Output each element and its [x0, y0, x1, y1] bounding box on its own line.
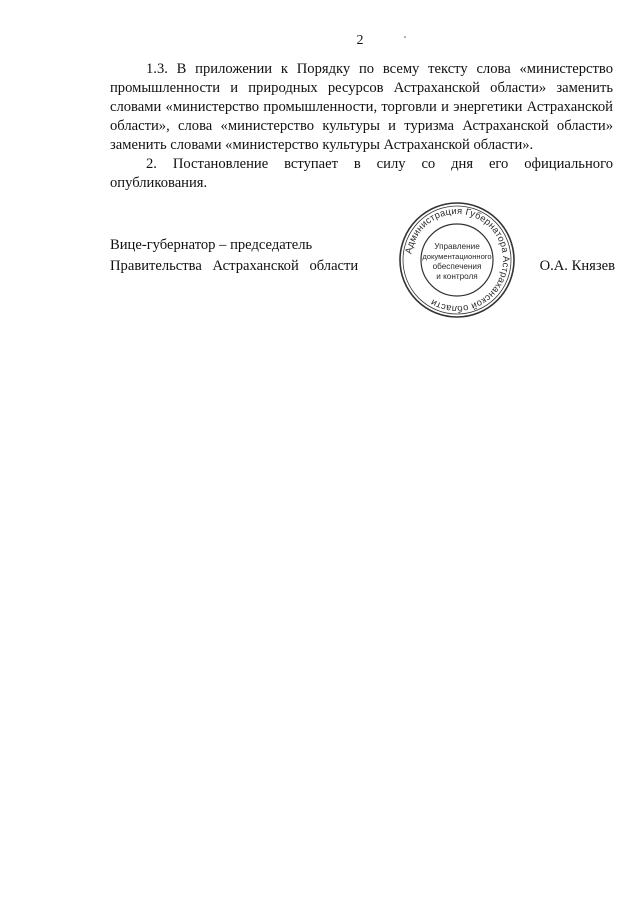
seal-graphic	[398, 201, 516, 319]
signatory-title-line2: Правительства Астраханской области	[110, 258, 359, 274]
document-body	[110, 60, 613, 193]
signatory-title-line1: Вице-губернатор – председатель	[110, 237, 313, 253]
official-seal	[398, 201, 516, 319]
signatory-name: О.А. Князев	[539, 258, 615, 274]
seal-center-line2: документационного	[422, 252, 492, 261]
seal-ring-text: Администрация Губернатора Астраханской области	[402, 204, 513, 316]
scan-speck	[404, 36, 406, 38]
seal-center-line4: и контроля	[436, 272, 478, 281]
paragraph-2: 2. Постановление вступает в силу со дня его официального опубликования.	[110, 156, 613, 191]
seal-center-line1: Управление	[434, 242, 480, 251]
page-number: 2	[356, 33, 364, 48]
signature-block	[110, 235, 615, 277]
seal-center-line3: обеспечения	[432, 262, 482, 271]
paragraph-1-3: 1.3. В приложении к Порядку по всему тексту слова «министерство промышленности и природных ресурсов Астраханской области» заменить словами «министерство промышленности, торговли и энергетики Астраханской области», слова «министерство культуры и туризма Астраханской области» заменить словами «министерство культуры Астраханской области».	[110, 61, 613, 153]
